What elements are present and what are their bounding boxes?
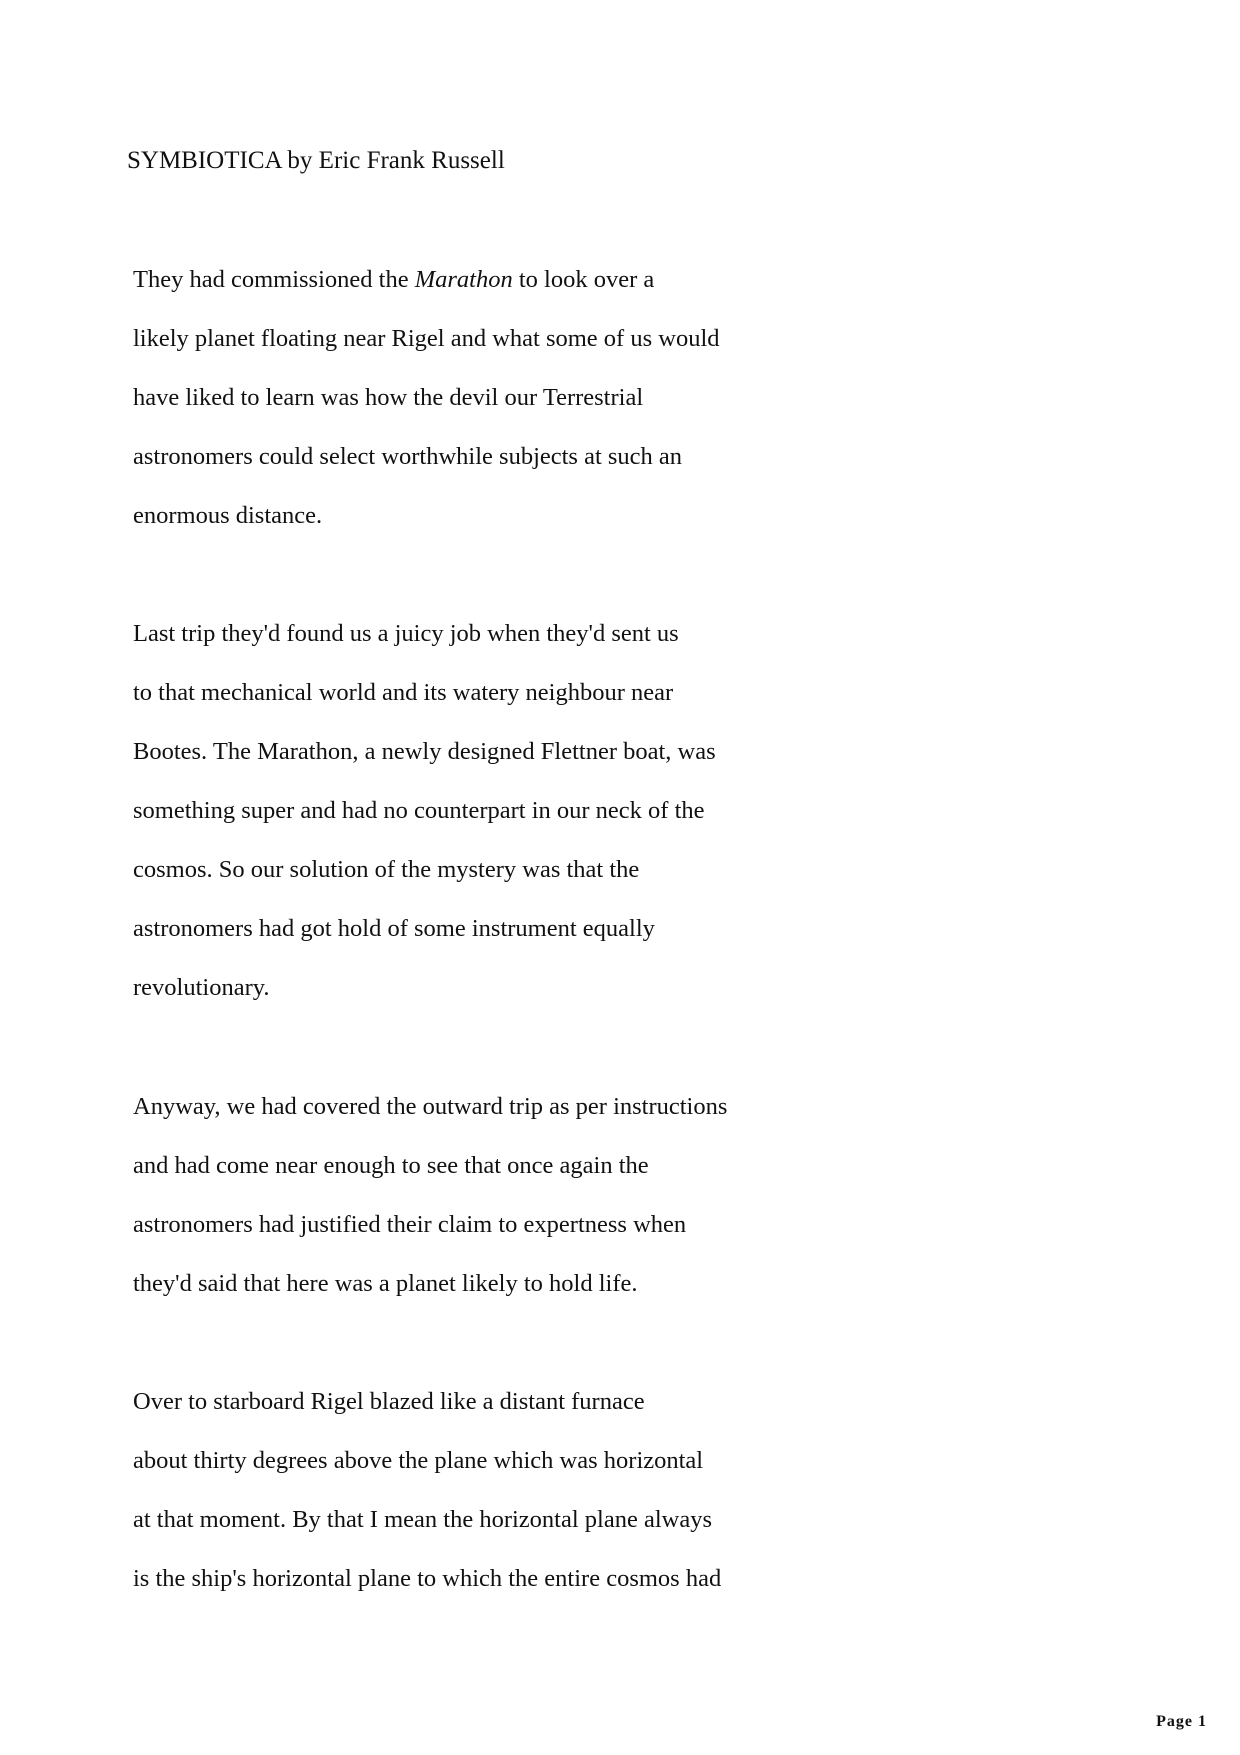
paragraph-1-line-3: have liked to learn was how the devil our Terrestrial xyxy=(133,384,644,411)
paragraph-3-line-3: astronomers had justified their claim to expertness when xyxy=(133,1211,687,1238)
paragraph-4-line-1: Over to starboard Rigel blazed like a distant furnace xyxy=(133,1388,645,1415)
paragraph-1-line-4: astronomers could select worthwhile subjects at such an xyxy=(133,443,683,470)
paragraph-2-line-4: something super and had no counterpart in our neck of the xyxy=(133,797,705,824)
document-title: SYMBIOTICA by Eric Frank Russell xyxy=(127,147,505,174)
paragraph-1-line-1 xyxy=(133,263,654,297)
paragraph-2-line-3: Bootes. The Marathon, a newly designed Flettner boat, was xyxy=(133,738,716,765)
line-text-after-italic: to look over a xyxy=(512,266,655,293)
paragraph-3-line-2: and had come near enough to see that once again the xyxy=(133,1152,649,1179)
paragraph-2-line-6: astronomers had got hold of some instrument equally xyxy=(133,915,655,942)
paragraph-2-line-5: cosmos. So our solution of the mystery was that the xyxy=(133,856,640,883)
line-text-before-italic: They had commissioned the xyxy=(133,266,415,293)
paragraph-1-line-5: enormous distance. xyxy=(133,502,323,529)
ship-name-italic: Marathon xyxy=(414,266,513,293)
paragraph-2-line-1: Last trip they'd found us a juicy job when they'd sent us xyxy=(133,620,679,647)
paragraph-4-line-2: about thirty degrees above the plane which was horizontal xyxy=(133,1447,704,1474)
paragraph-4-line-3: at that moment. By that I mean the horizontal plane always xyxy=(133,1506,712,1533)
page-number: Page 1 xyxy=(1156,1713,1207,1730)
paragraph-3-line-1: Anyway, we had covered the outward trip as per instructions xyxy=(133,1093,728,1120)
paragraph-2-line-2: to that mechanical world and its watery neighbour near xyxy=(133,679,674,706)
paragraph-1-line-2: likely planet floating near Rigel and what some of us would xyxy=(133,325,720,352)
paragraph-2-line-7: revolutionary. xyxy=(133,974,270,1001)
paragraph-4-line-4: is the ship's horizontal plane to which the entire cosmos had xyxy=(133,1565,722,1592)
paragraph-3-line-4: they'd said that here was a planet likely to hold life. xyxy=(133,1270,638,1297)
